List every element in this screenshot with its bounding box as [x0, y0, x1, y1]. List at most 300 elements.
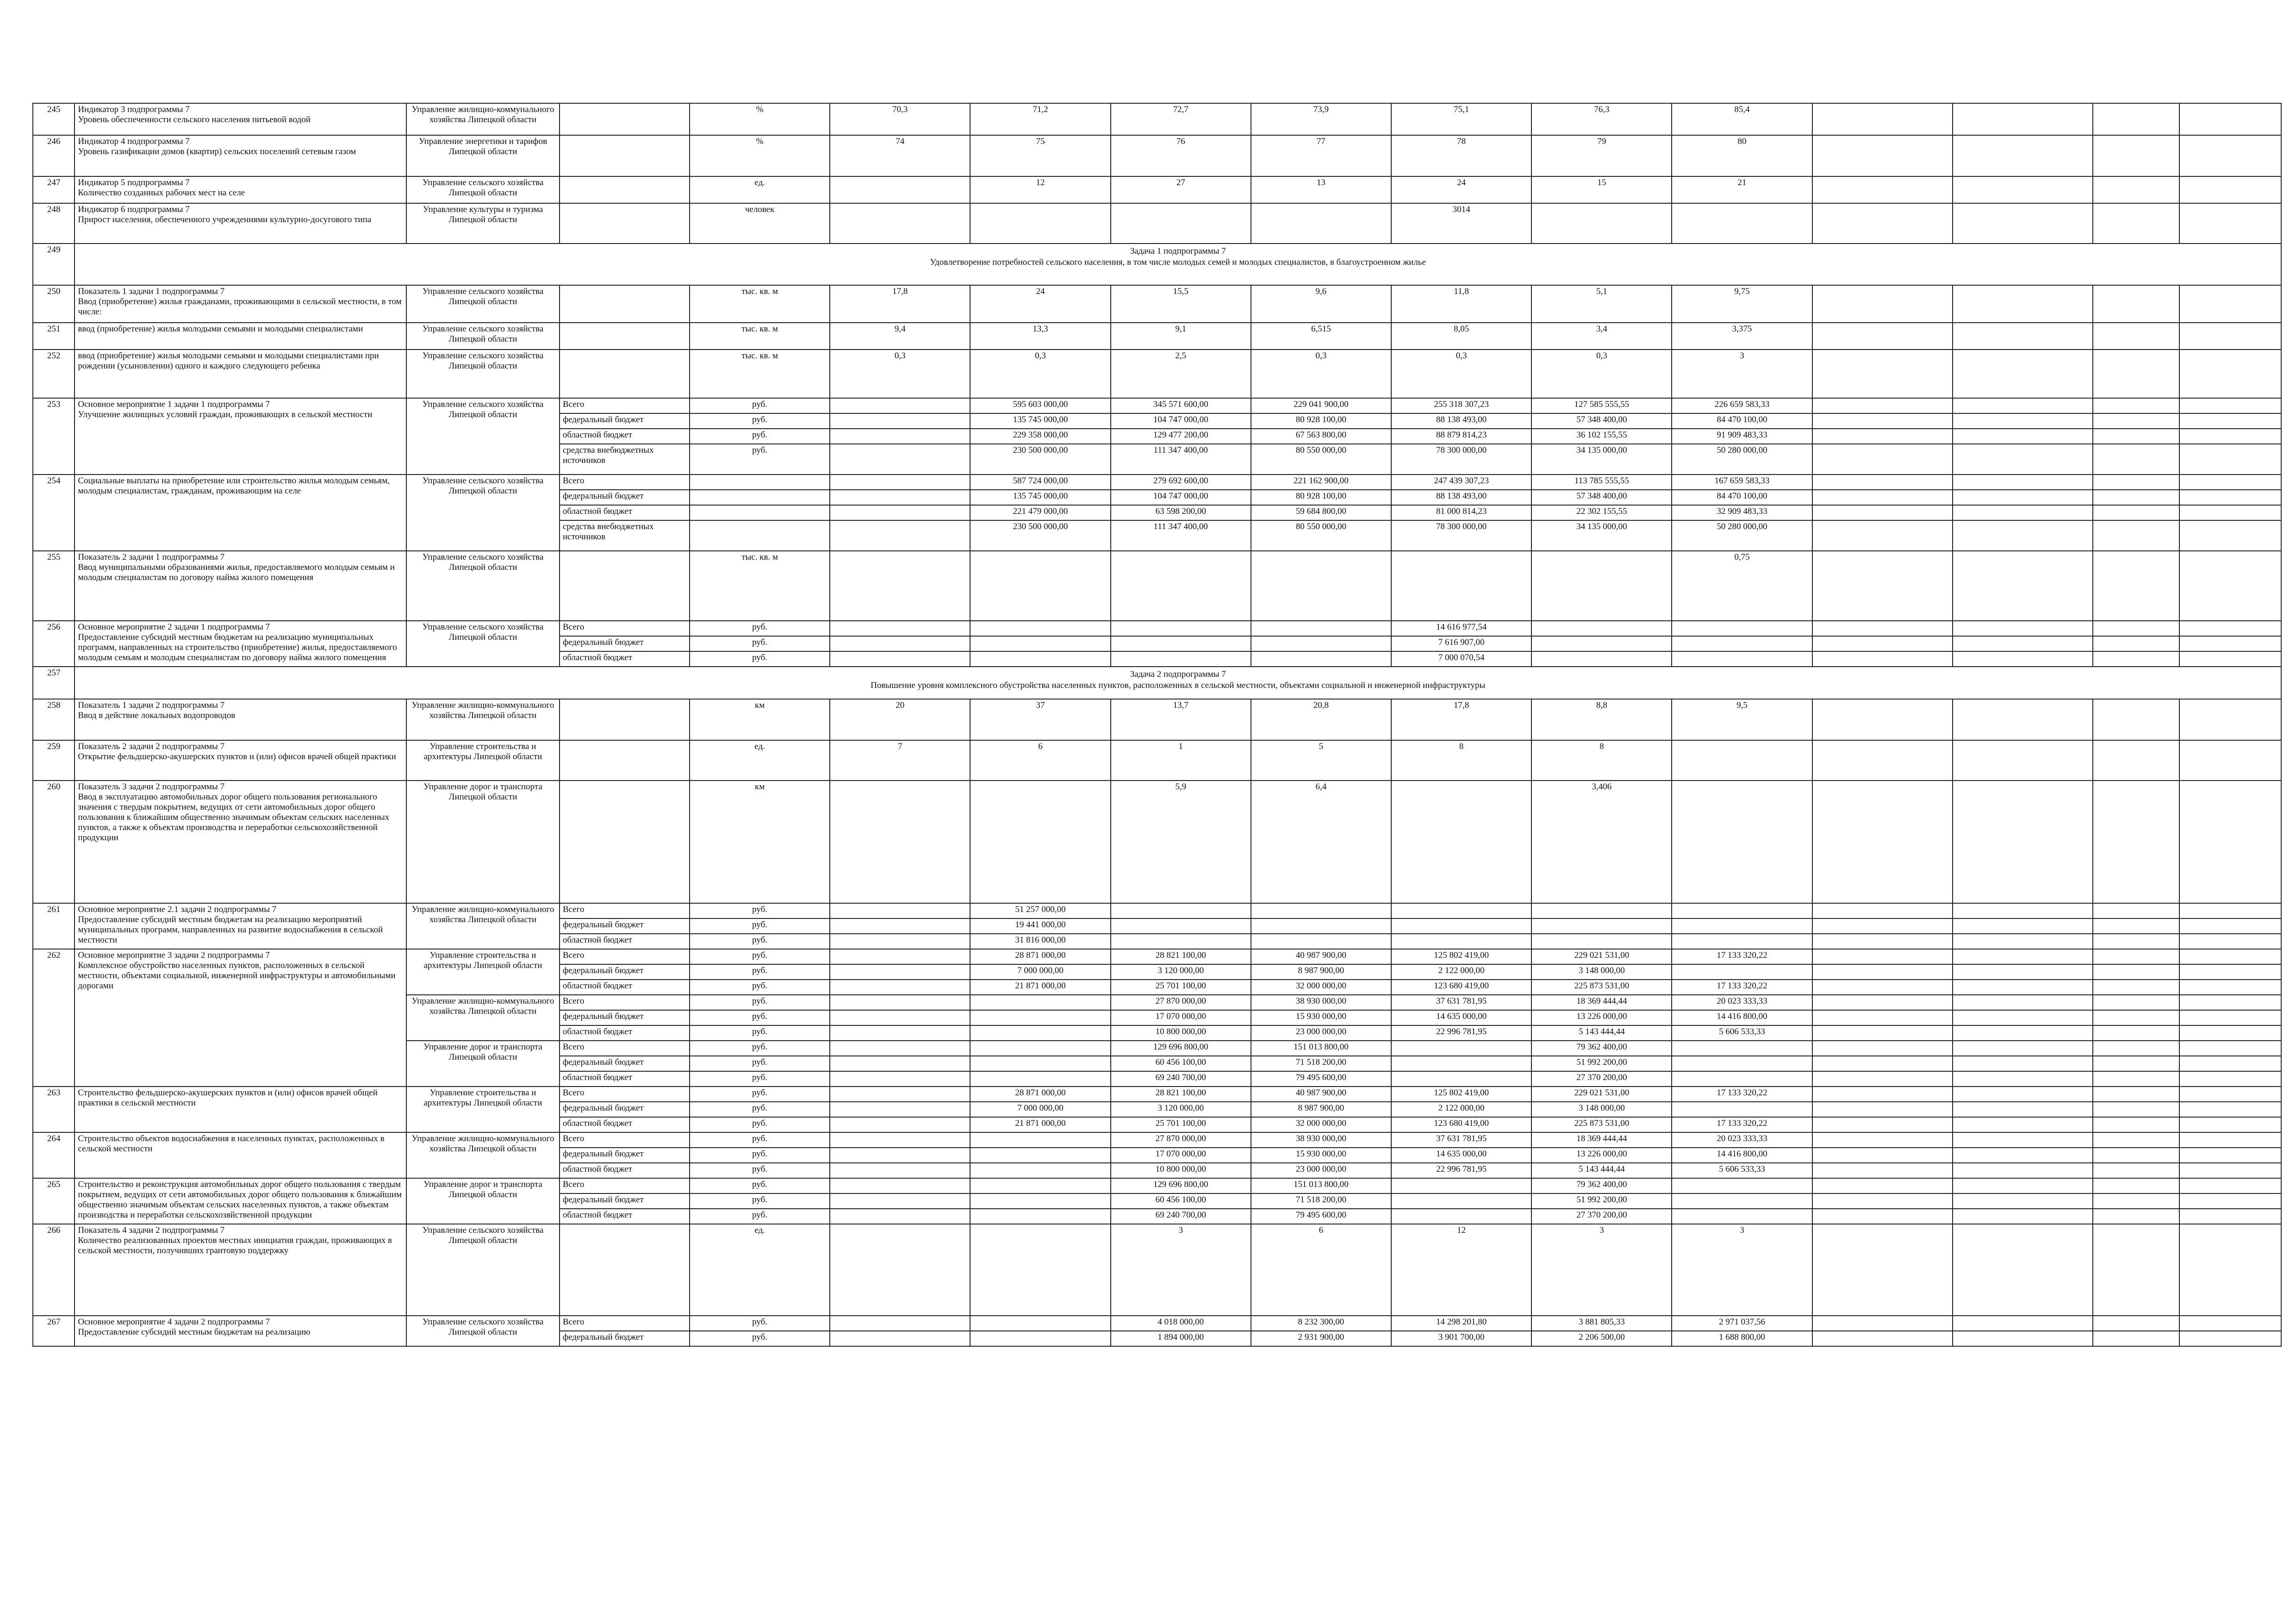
value-cell — [970, 1224, 1110, 1316]
table-row — [33, 740, 2281, 781]
value-cell: 24 — [970, 285, 1110, 323]
value-cell: 2 206 500,00 — [1531, 1331, 1672, 1346]
funding-source-cell: областной бюджет — [560, 651, 690, 667]
empty-cell — [1953, 1102, 2093, 1117]
value-cell — [970, 1132, 1110, 1148]
responsible-org-cell: Управление сельского хозяйства Липецкой области — [406, 1224, 560, 1316]
value-cell: 85,4 — [1672, 103, 1812, 135]
unit-cell: ед. — [690, 176, 830, 203]
value-cell: 18 369 444,44 — [1531, 995, 1672, 1010]
unit-cell: руб. — [690, 1193, 830, 1209]
value-cell — [830, 1193, 970, 1209]
unit-cell: руб. — [690, 413, 830, 429]
row-name-cell: Строительство фельдшерско-акушерских пунктов и (или) офисов врачей общей практики в сельской местности — [75, 1087, 406, 1132]
responsible-org-cell: Управление строительства и архитектуры Липецкой области — [406, 740, 560, 781]
value-cell — [1672, 203, 1812, 244]
value-cell — [830, 413, 970, 429]
value-cell: 88 138 493,00 — [1391, 490, 1531, 505]
value-cell — [1251, 203, 1391, 244]
value-cell — [830, 1056, 970, 1071]
row-number-cell: 260 — [33, 781, 75, 903]
value-cell: 21 — [1672, 176, 1812, 203]
responsible-org-cell: Управление сельского хозяйства Липецкой области — [406, 350, 560, 398]
empty-cell — [1812, 413, 1953, 429]
funding-source-cell: средства внебюджетных источников — [560, 444, 690, 475]
empty-cell — [1812, 103, 1953, 135]
funding-source-cell: Всего — [560, 903, 690, 918]
funding-source-cell: федеральный бюджет — [560, 1148, 690, 1163]
value-cell: 88 879 814,23 — [1391, 429, 1531, 444]
task-row — [33, 667, 2281, 699]
empty-cell — [2093, 1209, 2179, 1224]
empty-cell — [1953, 903, 2093, 918]
value-cell: 13 226 000,00 — [1531, 1148, 1672, 1163]
value-cell: 81 000 814,23 — [1391, 505, 1531, 520]
empty-cell — [1812, 203, 1953, 244]
value-cell: 151 013 800,00 — [1251, 1178, 1391, 1193]
empty-cell — [1953, 1117, 2093, 1132]
table-row — [33, 203, 2281, 244]
empty-cell — [2093, 135, 2179, 176]
empty-cell — [1953, 1209, 2093, 1224]
value-cell: 14 298 201,80 — [1391, 1316, 1531, 1331]
value-cell — [830, 1132, 970, 1148]
empty-cell — [1812, 1010, 1953, 1025]
responsible-org-cell: Управление жилищно-коммунального хозяйства Липецкой области — [406, 699, 560, 740]
row-name-cell: Индикатор 3 подпрограммы 7 Уровень обеспеченности сельского населения питьевой водой — [75, 103, 406, 135]
empty-cell — [1812, 934, 1953, 949]
empty-cell — [2179, 1331, 2281, 1346]
value-cell: 79 495 600,00 — [1251, 1071, 1391, 1087]
task-heading-cell — [75, 667, 2281, 699]
unit-cell: руб. — [690, 980, 830, 995]
row-number-cell: 263 — [33, 1087, 75, 1132]
value-cell: 17 070 000,00 — [1111, 1010, 1251, 1025]
empty-cell — [1953, 964, 2093, 980]
unit-cell: руб. — [690, 1102, 830, 1117]
funding-source-cell — [560, 285, 690, 323]
empty-cell — [2093, 551, 2179, 621]
empty-cell — [2093, 918, 2179, 934]
value-cell: 69 240 700,00 — [1111, 1209, 1251, 1224]
value-cell: 10 800 000,00 — [1111, 1025, 1251, 1041]
value-cell: 5 606 533,33 — [1672, 1025, 1812, 1041]
value-cell — [830, 1087, 970, 1102]
value-cell — [830, 918, 970, 934]
value-cell: 345 571 600,00 — [1111, 398, 1251, 413]
empty-cell — [2093, 995, 2179, 1010]
value-cell: 80 — [1672, 135, 1812, 176]
unit-cell: руб. — [690, 1178, 830, 1193]
row-name-cell: Основное мероприятие 1 задачи 1 подпрограммы 7 Улучшение жилищных условий граждан, проживающих в сельской местности — [75, 398, 406, 475]
unit-cell: руб. — [690, 1331, 830, 1346]
funding-source-cell: областной бюджет — [560, 429, 690, 444]
responsible-org-cell: Управление энергетики и тарифов Липецкой области — [406, 135, 560, 176]
value-cell: 51 257 000,00 — [970, 903, 1110, 918]
unit-cell — [690, 490, 830, 505]
value-cell: 71 518 200,00 — [1251, 1056, 1391, 1071]
table-row — [33, 176, 2281, 203]
empty-cell — [1812, 1316, 1953, 1331]
funding-source-cell: областной бюджет — [560, 1071, 690, 1087]
funding-source-cell — [560, 135, 690, 176]
value-cell: 3 — [1111, 1224, 1251, 1316]
value-cell: 77 — [1251, 135, 1391, 176]
value-cell — [1391, 1071, 1531, 1087]
value-cell: 15 930 000,00 — [1251, 1148, 1391, 1163]
value-cell — [1672, 934, 1812, 949]
unit-cell: человек — [690, 203, 830, 244]
value-cell: 14 635 000,00 — [1391, 1148, 1531, 1163]
empty-cell — [2179, 964, 2281, 980]
row-name-cell: Основное мероприятие 2 задачи 1 подпрограммы 7 Предоставление субсидий местным бюджетам на реализацию муниципальных программ, направленных на строительство (приобретение) жилья, предоставляемого молодым семьям и молодым специалистам по договору найма жилого помещения — [75, 621, 406, 667]
value-cell — [1251, 651, 1391, 667]
empty-cell — [1812, 520, 1953, 551]
value-cell — [970, 1071, 1110, 1087]
value-cell: 0,75 — [1672, 551, 1812, 621]
value-cell: 6 — [970, 740, 1110, 781]
empty-cell — [2093, 398, 2179, 413]
empty-cell — [2093, 1087, 2179, 1102]
empty-cell — [2093, 429, 2179, 444]
value-cell: 167 659 583,33 — [1672, 475, 1812, 490]
value-cell: 8 — [1391, 740, 1531, 781]
empty-cell — [2093, 1117, 2179, 1132]
empty-cell — [2179, 285, 2281, 323]
funding-source-cell — [560, 1224, 690, 1316]
value-cell: 151 013 800,00 — [1251, 1041, 1391, 1056]
table-row — [33, 699, 2281, 740]
value-cell: 3 — [1531, 1224, 1672, 1316]
empty-cell — [2179, 413, 2281, 429]
value-cell: 5 606 533,33 — [1672, 1163, 1812, 1178]
unit-cell: руб. — [690, 1209, 830, 1224]
unit-cell: руб. — [690, 1010, 830, 1025]
empty-cell — [2093, 651, 2179, 667]
value-cell: 20 023 333,33 — [1672, 1132, 1812, 1148]
value-cell: 28 821 100,00 — [1111, 949, 1251, 964]
value-cell: 14 416 800,00 — [1672, 1148, 1812, 1163]
value-cell: 2 931 900,00 — [1251, 1331, 1391, 1346]
value-cell — [1672, 1178, 1812, 1193]
value-cell — [970, 1025, 1110, 1041]
funding-source-cell: Всего — [560, 398, 690, 413]
empty-cell — [2179, 980, 2281, 995]
empty-cell — [1953, 949, 2093, 964]
value-cell: 36 102 155,55 — [1531, 429, 1672, 444]
value-cell — [1111, 918, 1251, 934]
empty-cell — [1953, 1331, 2093, 1346]
value-cell — [830, 1224, 970, 1316]
value-cell — [1391, 918, 1531, 934]
value-cell: 76,3 — [1531, 103, 1672, 135]
value-cell: 80 550 000,00 — [1251, 444, 1391, 475]
funding-source-cell: Всего — [560, 475, 690, 490]
empty-cell — [1812, 551, 1953, 621]
value-cell — [1531, 918, 1672, 934]
empty-cell — [1953, 740, 2093, 781]
value-cell: 50 280 000,00 — [1672, 444, 1812, 475]
value-cell — [970, 636, 1110, 651]
empty-cell — [1812, 1041, 1953, 1056]
responsible-org-cell: Управление дорог и транспорта Липецкой области — [406, 1041, 560, 1087]
row-number-cell: 265 — [33, 1178, 75, 1224]
empty-cell — [1812, 740, 1953, 781]
empty-cell — [2179, 1025, 2281, 1041]
value-cell — [1251, 636, 1391, 651]
empty-cell — [1812, 1193, 1953, 1209]
value-cell — [830, 203, 970, 244]
value-cell: 0,3 — [1391, 350, 1531, 398]
unit-cell: % — [690, 135, 830, 176]
value-cell: 225 873 531,00 — [1531, 980, 1672, 995]
value-cell — [830, 1209, 970, 1224]
value-cell: 40 987 900,00 — [1251, 1087, 1391, 1102]
value-cell: 37 631 781,95 — [1391, 995, 1531, 1010]
value-cell: 6,4 — [1251, 781, 1391, 903]
empty-cell — [1812, 903, 1953, 918]
value-cell — [970, 1163, 1110, 1178]
value-cell: 5 143 444,44 — [1531, 1163, 1672, 1178]
value-cell: 78 — [1391, 135, 1531, 176]
empty-cell — [1953, 1041, 2093, 1056]
value-cell: 9,1 — [1111, 323, 1251, 350]
value-cell — [970, 651, 1110, 667]
value-cell: 7 000 070,54 — [1391, 651, 1531, 667]
empty-cell — [1953, 323, 2093, 350]
empty-cell — [1953, 781, 2093, 903]
empty-cell — [2093, 1331, 2179, 1346]
unit-cell: тыс. кв. м — [690, 285, 830, 323]
value-cell: 28 871 000,00 — [970, 1087, 1110, 1102]
value-cell: 4 018 000,00 — [1111, 1316, 1251, 1331]
table-row — [33, 781, 2281, 903]
row-name-cell: Показатель 3 задачи 2 подпрограммы 7 Ввод в эксплуатацию автомобильных дорог общего пользования регионального значения с твердым покрытием, ведущих от сети автомобильных дорог общего пользования к ближайшим общественно значимым объектам сельских населенных пунктов, а также к объектам производства и переработки сельскохозяйственной продукции — [75, 781, 406, 903]
table-row — [33, 551, 2281, 621]
empty-cell — [1953, 551, 2093, 621]
empty-cell — [1812, 1178, 1953, 1193]
value-cell: 135 745 000,00 — [970, 413, 1110, 429]
value-cell — [830, 1102, 970, 1117]
empty-cell — [1812, 636, 1953, 651]
empty-cell — [1812, 475, 1953, 490]
table-row — [33, 323, 2281, 350]
empty-cell — [1953, 413, 2093, 429]
value-cell: 79 495 600,00 — [1251, 1209, 1391, 1224]
empty-cell — [2093, 176, 2179, 203]
empty-cell — [1953, 1163, 2093, 1178]
empty-cell — [2093, 781, 2179, 903]
unit-cell: руб. — [690, 1071, 830, 1087]
value-cell: 18 369 444,44 — [1531, 1132, 1672, 1148]
row-number-cell: 252 — [33, 350, 75, 398]
task-heading-cell — [75, 244, 2281, 285]
empty-cell — [1812, 429, 1953, 444]
empty-cell — [2179, 398, 2281, 413]
empty-cell — [2179, 1163, 2281, 1178]
empty-cell — [1953, 505, 2093, 520]
responsible-org-cell: Управление дорог и транспорта Липецкой области — [406, 1178, 560, 1224]
empty-cell — [1953, 995, 2093, 1010]
responsible-org-cell: Управление сельского хозяйства Липецкой области — [406, 1316, 560, 1346]
row-name-cell: Строительство объектов водоснабжения в населенных пунктах, расположенных в сельской местности — [75, 1132, 406, 1178]
empty-cell — [1953, 1178, 2093, 1193]
empty-cell — [1953, 636, 2093, 651]
value-cell: 27 370 200,00 — [1531, 1209, 1672, 1224]
finance-row — [33, 398, 2281, 413]
value-cell: 73,9 — [1251, 103, 1391, 135]
unit-cell: руб. — [690, 949, 830, 964]
empty-cell — [2179, 651, 2281, 667]
value-cell: 9,4 — [830, 323, 970, 350]
value-cell — [830, 980, 970, 995]
empty-cell — [2179, 350, 2281, 398]
value-cell — [970, 1209, 1110, 1224]
empty-cell — [2179, 995, 2281, 1010]
empty-cell — [1953, 699, 2093, 740]
unit-cell: ед. — [690, 1224, 830, 1316]
value-cell: 91 909 483,33 — [1672, 429, 1812, 444]
empty-cell — [2179, 1178, 2281, 1193]
value-cell: 9,6 — [1251, 285, 1391, 323]
empty-cell — [1953, 1148, 2093, 1163]
value-cell — [1391, 934, 1531, 949]
empty-cell — [1953, 203, 2093, 244]
funding-source-cell: областной бюджет — [560, 1209, 690, 1224]
task-title: Задача 1 подпрограммы 7 — [1130, 246, 1226, 256]
value-cell: 3,375 — [1672, 323, 1812, 350]
empty-cell — [2179, 505, 2281, 520]
unit-cell: руб. — [690, 429, 830, 444]
value-cell: 84 470 100,00 — [1672, 490, 1812, 505]
value-cell — [1531, 203, 1672, 244]
empty-cell — [2093, 323, 2179, 350]
value-cell: 3,4 — [1531, 323, 1672, 350]
empty-cell — [2093, 903, 2179, 918]
empty-cell — [2179, 636, 2281, 651]
empty-cell — [2093, 103, 2179, 135]
value-cell: 5,9 — [1111, 781, 1251, 903]
empty-cell — [1812, 1087, 1953, 1102]
value-cell: 21 871 000,00 — [970, 980, 1110, 995]
table-row — [33, 285, 2281, 323]
empty-cell — [2093, 980, 2179, 995]
empty-cell — [1812, 285, 1953, 323]
empty-cell — [1812, 398, 1953, 413]
unit-cell: руб. — [690, 651, 830, 667]
value-cell: 20 — [830, 699, 970, 740]
value-cell: 587 724 000,00 — [970, 475, 1110, 490]
value-cell: 8 987 900,00 — [1251, 1102, 1391, 1117]
funding-source-cell — [560, 203, 690, 244]
unit-cell: руб. — [690, 995, 830, 1010]
value-cell: 70,3 — [830, 103, 970, 135]
value-cell — [1391, 551, 1531, 621]
value-cell: 79 362 400,00 — [1531, 1178, 1672, 1193]
value-cell: 6,515 — [1251, 323, 1391, 350]
unit-cell: руб. — [690, 621, 830, 636]
value-cell — [830, 520, 970, 551]
empty-cell — [1812, 1224, 1953, 1316]
value-cell: 225 873 531,00 — [1531, 1117, 1672, 1132]
value-cell: 8 987 900,00 — [1251, 964, 1391, 980]
funding-source-cell: средства внебюджетных источников — [560, 520, 690, 551]
value-cell — [970, 995, 1110, 1010]
value-cell — [1672, 621, 1812, 636]
empty-cell — [1812, 1132, 1953, 1148]
task-description: Удовлетворение потребностей сельского населения, в том числе молодых семей и молодых специалистов, в благоустроенном жилье — [930, 257, 1426, 267]
unit-cell: руб. — [690, 903, 830, 918]
value-cell — [970, 203, 1110, 244]
task-title: Задача 2 подпрограммы 7 — [1130, 669, 1226, 679]
empty-cell — [2179, 1087, 2281, 1102]
funding-source-cell: областной бюджет — [560, 1025, 690, 1041]
empty-cell — [1812, 1071, 1953, 1087]
row-name-cell: ввод (приобретение) жилья молодыми семьями и молодыми специалистами при рождении (усыновлении) одного и каждого следующего ребенка — [75, 350, 406, 398]
value-cell: 17 133 320,22 — [1672, 1117, 1812, 1132]
value-cell: 104 747 000,00 — [1111, 413, 1251, 429]
unit-cell: тыс. кв. м — [690, 551, 830, 621]
value-cell — [1111, 551, 1251, 621]
empty-cell — [1953, 1087, 2093, 1102]
value-cell: 595 603 000,00 — [970, 398, 1110, 413]
value-cell: 21 871 000,00 — [970, 1117, 1110, 1132]
value-cell: 229 021 531,00 — [1531, 1087, 1672, 1102]
value-cell: 7 — [830, 740, 970, 781]
value-cell: 22 302 155,55 — [1531, 505, 1672, 520]
value-cell — [1531, 934, 1672, 949]
value-cell: 67 563 800,00 — [1251, 429, 1391, 444]
funding-source-cell: федеральный бюджет — [560, 1102, 690, 1117]
empty-cell — [2093, 505, 2179, 520]
funding-source-cell — [560, 740, 690, 781]
value-cell — [830, 1331, 970, 1346]
funding-source-cell: областной бюджет — [560, 980, 690, 995]
empty-cell — [2179, 176, 2281, 203]
empty-cell — [2179, 520, 2281, 551]
empty-cell — [2093, 1224, 2179, 1316]
value-cell: 17 133 320,22 — [1672, 980, 1812, 995]
empty-cell — [1953, 444, 2093, 475]
row-number-cell: 261 — [33, 903, 75, 949]
value-cell: 6 — [1251, 1224, 1391, 1316]
empty-cell — [2179, 1148, 2281, 1163]
value-cell: 123 680 419,00 — [1391, 980, 1531, 995]
value-cell: 279 692 600,00 — [1111, 475, 1251, 490]
value-cell — [830, 1163, 970, 1178]
table-row — [33, 135, 2281, 176]
unit-cell: руб. — [690, 636, 830, 651]
value-cell — [830, 636, 970, 651]
value-cell: 80 928 100,00 — [1251, 413, 1391, 429]
empty-cell — [1953, 1193, 2093, 1209]
empty-cell — [2093, 934, 2179, 949]
value-cell — [1111, 903, 1251, 918]
value-cell — [1531, 621, 1672, 636]
row-name-cell: Основное мероприятие 2.1 задачи 2 подпрограммы 7 Предоставление субсидий местным бюджетам на реализацию мероприятий муниципальных программ, направленных на развитие водоснабжения в сельской местности — [75, 903, 406, 949]
empty-cell — [2093, 203, 2179, 244]
empty-cell — [2093, 1010, 2179, 1025]
value-cell — [1391, 1209, 1531, 1224]
empty-cell — [2179, 1209, 2281, 1224]
row-name-cell: Основное мероприятие 3 задачи 2 подпрограммы 7 Комплексное обустройство населенных пунктов, расположенных в сельской местности, объектами социальной, инженерной инфраструктуры и автомобильными дорогами — [75, 949, 406, 1087]
value-cell — [830, 781, 970, 903]
empty-cell — [1953, 350, 2093, 398]
row-number-cell: 264 — [33, 1132, 75, 1178]
value-cell: 19 441 000,00 — [970, 918, 1110, 934]
value-cell — [970, 781, 1110, 903]
value-cell: 32 909 483,33 — [1672, 505, 1812, 520]
